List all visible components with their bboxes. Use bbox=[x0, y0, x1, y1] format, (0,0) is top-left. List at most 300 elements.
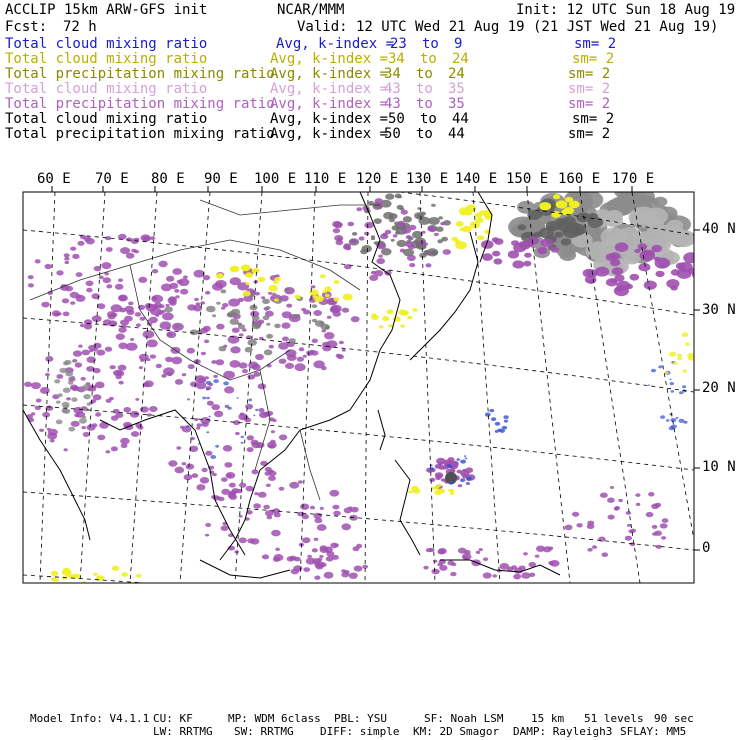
cloud-blue-blob bbox=[503, 415, 508, 419]
meridian-line bbox=[473, 192, 500, 583]
precip-purple-blob bbox=[397, 221, 405, 227]
cloud-gray-blob bbox=[312, 304, 318, 308]
precip-purple-blob bbox=[62, 298, 69, 303]
precip-purple-blob bbox=[45, 356, 53, 362]
cloud-yellow-blob bbox=[334, 297, 340, 301]
precip-purple-blob bbox=[99, 422, 109, 429]
legend-field: Total precipitation mixing ratio bbox=[5, 96, 275, 112]
precip-purple-blob bbox=[492, 574, 497, 577]
precip-purple-blob bbox=[320, 545, 327, 550]
precip-purple-blob bbox=[282, 337, 289, 342]
cloud-yellow-blob bbox=[387, 309, 394, 314]
precip-purple-blob bbox=[70, 247, 76, 251]
precip-purple-blob bbox=[329, 490, 339, 497]
longwave-scheme: LW: RRTMG bbox=[153, 725, 213, 738]
cloud-gray-blob bbox=[368, 201, 374, 205]
legend-to: to bbox=[420, 51, 437, 67]
cloud-gray-blob bbox=[631, 207, 656, 225]
cloud-gray-blob bbox=[206, 306, 216, 313]
cloud-yellow-blob bbox=[664, 371, 668, 374]
precip-purple-blob bbox=[175, 467, 185, 474]
precip-purple-blob bbox=[56, 374, 63, 379]
cloud-blue-blob bbox=[651, 369, 656, 373]
precip-purple-blob bbox=[64, 253, 70, 257]
precip-purple-blob bbox=[245, 404, 253, 410]
precip-purple-blob bbox=[438, 549, 446, 554]
lat-label: 10 N bbox=[702, 459, 736, 475]
cloud-gray-blob bbox=[71, 376, 75, 379]
cloud-blue-blob bbox=[682, 385, 686, 388]
cloud-gray-blob bbox=[374, 218, 382, 224]
precip-purple-blob bbox=[636, 503, 641, 506]
precip-purple-blob bbox=[143, 330, 155, 338]
precip-purple-blob bbox=[239, 333, 244, 336]
precip-purple-blob bbox=[73, 350, 82, 356]
legend-sm: sm= 2 bbox=[574, 36, 617, 52]
cloud-gray-blob bbox=[274, 324, 281, 329]
precip-purple-blob bbox=[269, 345, 274, 349]
cloud-yellow-blob bbox=[112, 566, 120, 571]
cloud-yellow-blob bbox=[252, 268, 260, 273]
precip-purple-blob bbox=[409, 263, 415, 267]
cloud-blue-blob bbox=[465, 458, 468, 460]
cloud-gray-blob bbox=[371, 237, 375, 240]
cloud-blue-blob bbox=[241, 436, 244, 438]
cloud-blue-blob bbox=[223, 381, 229, 385]
cloud-gray-blob bbox=[57, 393, 62, 397]
precip-purple-blob bbox=[344, 507, 352, 513]
cloud-gray-blob bbox=[361, 245, 372, 252]
precip-purple-blob bbox=[380, 234, 388, 240]
precip-purple-blob bbox=[287, 354, 297, 361]
cloud-yellow-blob bbox=[682, 332, 689, 337]
precip-purple-blob bbox=[81, 377, 86, 381]
precip-purple-blob bbox=[265, 510, 274, 516]
precip-purple-blob bbox=[172, 268, 182, 275]
precip-purple-blob bbox=[307, 555, 312, 558]
cloud-gray-blob bbox=[250, 305, 258, 311]
cloud-blue-blob bbox=[485, 413, 491, 417]
precip-purple-blob bbox=[342, 349, 346, 352]
cloud-yellow-blob bbox=[320, 274, 326, 278]
cloud-yellow-blob bbox=[274, 277, 281, 282]
precip-purple-blob bbox=[70, 385, 78, 391]
cloud-gray-blob bbox=[266, 334, 273, 339]
precip-purple-blob bbox=[242, 369, 248, 373]
cloud-blue-blob bbox=[202, 397, 206, 400]
cloud-gray-blob bbox=[65, 371, 73, 377]
parallel-line bbox=[23, 575, 694, 640]
precip-purple-blob bbox=[250, 538, 259, 544]
precip-purple-blob bbox=[670, 285, 678, 290]
cloud-yellow-blob bbox=[371, 315, 379, 320]
cloud-gray-blob bbox=[62, 408, 69, 413]
legend-k2: 44 bbox=[452, 111, 469, 127]
cumulus-scheme: CU: KF bbox=[153, 712, 193, 725]
lon-label: 90 E bbox=[204, 171, 238, 187]
precip-purple-blob bbox=[671, 269, 680, 276]
precip-purple-blob bbox=[266, 484, 271, 487]
legend-k1: 34 bbox=[384, 66, 401, 82]
cloud-blue-blob bbox=[676, 417, 679, 419]
legend-avg: Avg, k-index = bbox=[270, 111, 389, 127]
precip-purple-blob bbox=[118, 365, 127, 371]
cloud-blue-blob bbox=[683, 421, 687, 424]
cloud-yellow-blob bbox=[408, 490, 413, 493]
precip-purple-blob bbox=[630, 274, 640, 281]
cloud-gray-blob bbox=[265, 306, 270, 310]
precip-purple-blob bbox=[182, 373, 186, 376]
cloud-blue-blob bbox=[208, 416, 211, 418]
coastline bbox=[395, 460, 420, 555]
precip-purple-blob bbox=[618, 499, 623, 502]
legend-field: Total precipitation mixing ratio bbox=[5, 126, 275, 142]
cloud-blue-blob bbox=[227, 407, 231, 410]
cloud-blue-blob bbox=[504, 420, 508, 423]
precip-purple-blob bbox=[35, 259, 41, 263]
cloud-yellow-blob bbox=[274, 298, 279, 301]
precip-purple-blob bbox=[378, 255, 383, 258]
precip-purple-blob bbox=[194, 270, 205, 278]
precip-purple-blob bbox=[31, 382, 41, 389]
precip-purple-blob bbox=[137, 426, 143, 430]
legend-k2: 35 bbox=[448, 96, 465, 112]
precip-purple-blob bbox=[75, 362, 82, 367]
precip-purple-blob bbox=[406, 235, 412, 239]
cloud-blue-blob bbox=[670, 418, 676, 422]
precip-purple-blob bbox=[239, 515, 243, 518]
precip-purple-blob bbox=[130, 338, 134, 341]
precip-purple-blob bbox=[177, 280, 183, 284]
legend-avg: Avg, k-index = bbox=[270, 126, 389, 142]
precip-purple-blob bbox=[86, 288, 92, 293]
precip-purple-blob bbox=[324, 332, 334, 339]
cloud-blue-blob bbox=[429, 467, 434, 470]
precip-purple-blob bbox=[333, 228, 340, 233]
lon-label: 150 E bbox=[506, 171, 549, 187]
precip-purple-blob bbox=[625, 536, 632, 541]
precip-purple-blob bbox=[259, 412, 268, 419]
microphysics-scheme: MP: WDM 6class bbox=[228, 712, 321, 725]
legend-k1: 23 bbox=[390, 36, 407, 52]
cloud-blue-blob bbox=[671, 425, 677, 429]
precip-purple-blob bbox=[401, 210, 408, 215]
precip-purple-blob bbox=[86, 281, 94, 287]
lon-label: 170 E bbox=[612, 171, 655, 187]
cloud-yellow-blob bbox=[565, 197, 573, 203]
precip-purple-blob bbox=[54, 313, 60, 317]
legend-to: to bbox=[416, 66, 433, 82]
precip-purple-blob bbox=[140, 317, 146, 321]
cloud-gray-blob bbox=[82, 387, 87, 391]
cloud-gray-blob bbox=[68, 381, 74, 385]
precip-purple-blob bbox=[201, 352, 206, 356]
cloud-blue-blob bbox=[210, 455, 216, 459]
precip-purple-blob bbox=[295, 363, 306, 371]
precip-purple-blob bbox=[126, 343, 138, 351]
precip-purple-blob bbox=[437, 563, 443, 567]
precip-purple-blob bbox=[83, 432, 90, 437]
legend-k2: 35 bbox=[448, 81, 465, 97]
precip-purple-blob bbox=[548, 561, 554, 565]
precip-purple-blob bbox=[341, 523, 351, 530]
cloud-yellow-blob bbox=[477, 235, 484, 240]
precip-purple-blob bbox=[275, 548, 280, 551]
precip-purple-blob bbox=[314, 538, 319, 541]
cloud-yellow-blob bbox=[413, 488, 421, 493]
precip-purple-blob bbox=[128, 302, 133, 306]
precip-purple-blob bbox=[121, 443, 128, 448]
precip-purple-blob bbox=[334, 235, 343, 241]
cloud-yellow-blob bbox=[677, 354, 682, 358]
precip-purple-blob bbox=[342, 308, 349, 313]
precip-purple-blob bbox=[537, 247, 547, 254]
precip-purple-blob bbox=[205, 291, 210, 295]
precip-purple-blob bbox=[313, 310, 322, 316]
precip-purple-blob bbox=[483, 572, 492, 578]
precip-purple-blob bbox=[279, 359, 287, 364]
precip-purple-blob bbox=[421, 231, 425, 234]
precip-purple-blob bbox=[118, 381, 123, 385]
cloud-blue-blob bbox=[669, 379, 671, 381]
precip-purple-blob bbox=[660, 523, 668, 528]
precip-purple-blob bbox=[188, 364, 195, 369]
legend-field: Total precipitation mixing ratio bbox=[5, 66, 275, 82]
precip-purple-blob bbox=[356, 544, 362, 548]
cloud-gray-blob bbox=[397, 240, 407, 247]
precip-purple-blob bbox=[565, 525, 573, 531]
precip-purple-blob bbox=[310, 506, 315, 510]
precip-purple-blob bbox=[118, 295, 126, 301]
lat-label: 20 N bbox=[702, 380, 736, 396]
precip-purple-blob bbox=[652, 532, 657, 536]
precip-purple-blob bbox=[385, 230, 392, 235]
cloud-gray-blob bbox=[247, 339, 257, 346]
cloud-gray-blob bbox=[164, 306, 173, 312]
cloud-gray-blob bbox=[385, 193, 394, 199]
precip-purple-blob bbox=[655, 271, 664, 277]
precip-purple-blob bbox=[99, 276, 104, 280]
precip-purple-blob bbox=[479, 548, 483, 551]
surface-scheme: SF: Noah LSM bbox=[424, 712, 504, 725]
precip-purple-blob bbox=[572, 512, 579, 517]
precip-purple-blob bbox=[139, 354, 149, 361]
precip-purple-blob bbox=[205, 523, 211, 527]
precip-purple-blob bbox=[196, 302, 201, 305]
cloud-yellow-blob bbox=[400, 325, 405, 328]
legend-avg: Avg, k-index = bbox=[270, 66, 389, 82]
precip-purple-blob bbox=[314, 576, 320, 580]
precip-purple-blob bbox=[150, 236, 155, 240]
precip-purple-blob bbox=[306, 558, 316, 565]
lon-label: 140 E bbox=[455, 171, 498, 187]
cloud-gray-blob bbox=[238, 324, 245, 329]
country-border bbox=[200, 200, 380, 215]
precip-purple-blob bbox=[115, 375, 121, 380]
cloud-gray-blob bbox=[403, 216, 412, 222]
cloud-blue-blob bbox=[456, 458, 460, 461]
precip-purple-blob bbox=[535, 555, 540, 558]
precip-purple-blob bbox=[169, 283, 178, 289]
precip-purple-blob bbox=[76, 294, 81, 298]
cloud-gray-blob bbox=[54, 379, 60, 383]
cloud-yellow-blob bbox=[230, 266, 240, 273]
precip-purple-blob bbox=[466, 482, 470, 485]
precip-purple-blob bbox=[354, 566, 363, 572]
cloud-blue-blob bbox=[449, 481, 454, 485]
precip-purple-blob bbox=[494, 258, 503, 264]
precip-purple-blob bbox=[377, 205, 383, 209]
legend-to: to bbox=[416, 96, 433, 112]
cloud-gray-blob bbox=[389, 213, 398, 219]
precip-purple-blob bbox=[258, 492, 267, 498]
cloud-yellow-blob bbox=[343, 294, 353, 301]
precip-purple-blob bbox=[192, 473, 199, 478]
precip-purple-blob bbox=[426, 548, 432, 552]
precip-purple-blob bbox=[103, 277, 111, 283]
precip-purple-blob bbox=[205, 451, 212, 456]
precip-purple-blob bbox=[320, 507, 324, 510]
precip-purple-blob bbox=[630, 542, 635, 546]
precip-purple-blob bbox=[95, 412, 101, 416]
parallel-line bbox=[23, 405, 694, 470]
cloud-blue-blob bbox=[495, 422, 501, 426]
precip-purple-blob bbox=[221, 477, 228, 482]
map-layers bbox=[23, 184, 703, 640]
precip-purple-blob bbox=[333, 511, 341, 516]
precip-purple-blob bbox=[239, 537, 247, 543]
precip-purple-blob bbox=[232, 328, 240, 333]
precip-purple-blob bbox=[464, 550, 470, 555]
lon-label: 130 E bbox=[406, 171, 449, 187]
precip-purple-blob bbox=[162, 312, 174, 320]
precip-purple-blob bbox=[150, 354, 156, 358]
precip-purple-blob bbox=[523, 552, 528, 555]
precip-purple-blob bbox=[239, 362, 248, 368]
precip-purple-blob bbox=[230, 360, 241, 368]
precip-purple-blob bbox=[160, 321, 172, 329]
precip-purple-blob bbox=[165, 357, 173, 363]
precip-purple-blob bbox=[221, 525, 229, 531]
cloud-blue-blob bbox=[460, 460, 466, 464]
cloud-gray-blob bbox=[606, 210, 623, 222]
km-scheme: KM: 2D Smagor bbox=[413, 725, 500, 738]
precip-purple-blob bbox=[602, 552, 609, 557]
legend-to: to bbox=[422, 36, 439, 52]
precip-purple-blob bbox=[618, 285, 626, 290]
coastline bbox=[23, 410, 90, 540]
legend-sm: sm= 2 bbox=[568, 96, 611, 112]
precip-purple-blob bbox=[109, 397, 114, 400]
cloud-yellow-blob bbox=[245, 272, 253, 277]
precip-purple-blob bbox=[235, 432, 240, 435]
precip-purple-blob bbox=[166, 276, 174, 282]
precip-purple-blob bbox=[271, 430, 275, 433]
meridian-line bbox=[40, 192, 55, 583]
precip-purple-blob bbox=[116, 333, 125, 340]
precip-purple-blob bbox=[154, 302, 162, 308]
precip-purple-blob bbox=[483, 557, 488, 561]
precip-purple-blob bbox=[268, 292, 272, 295]
cloud-yellow-blob bbox=[55, 579, 59, 582]
precip-purple-blob bbox=[120, 319, 129, 325]
cloud-blue-blob bbox=[187, 398, 190, 400]
legend-field: Total cloud mixing ratio bbox=[5, 111, 208, 127]
precip-purple-blob bbox=[243, 416, 249, 420]
cloud-yellow-blob bbox=[295, 295, 301, 300]
precip-purple-blob bbox=[194, 298, 199, 301]
precip-purple-blob bbox=[289, 482, 299, 489]
pbl-scheme: PBL: YSU bbox=[334, 712, 387, 725]
precip-purple-blob bbox=[393, 234, 398, 237]
precip-purple-blob bbox=[598, 537, 605, 542]
legend-sm: sm= 2 bbox=[568, 66, 611, 82]
precip-purple-blob bbox=[450, 572, 456, 576]
legend-k1: 43 bbox=[384, 96, 401, 112]
precip-purple-blob bbox=[89, 349, 93, 352]
precip-purple-blob bbox=[297, 357, 304, 362]
precip-purple-blob bbox=[140, 406, 149, 412]
precip-purple-blob bbox=[82, 350, 90, 356]
precip-purple-blob bbox=[317, 558, 322, 562]
precip-purple-blob bbox=[152, 296, 158, 300]
cloud-gray-blob bbox=[212, 314, 216, 317]
precip-purple-blob bbox=[319, 555, 323, 558]
cloud-gray-blob bbox=[63, 388, 71, 393]
precip-purple-blob bbox=[592, 545, 597, 549]
precip-purple-blob bbox=[630, 529, 636, 533]
precip-purple-blob bbox=[285, 363, 294, 369]
lon-label: 110 E bbox=[304, 171, 347, 187]
precip-purple-blob bbox=[31, 412, 35, 415]
cloud-gray-blob bbox=[219, 346, 227, 351]
plot-title: ACCLIP 15km ARW-GFS init bbox=[5, 2, 208, 18]
precip-purple-blob bbox=[149, 406, 158, 412]
precip-purple-blob bbox=[215, 359, 224, 365]
precip-purple-blob bbox=[278, 342, 289, 349]
cloud-gray-blob bbox=[438, 216, 443, 219]
precip-purple-blob bbox=[634, 249, 640, 253]
cloud-yellow-blob bbox=[687, 353, 694, 358]
cloud-blue-blob bbox=[658, 365, 662, 368]
precip-purple-blob bbox=[595, 267, 609, 277]
precip-purple-blob bbox=[78, 241, 85, 246]
cloud-gray-blob bbox=[83, 408, 89, 412]
cloud-blue-blob bbox=[206, 381, 212, 385]
precip-purple-blob bbox=[312, 339, 318, 343]
precip-purple-blob bbox=[513, 574, 521, 580]
precip-purple-blob bbox=[93, 394, 102, 400]
precip-purple-blob bbox=[183, 275, 188, 278]
precip-purple-blob bbox=[262, 554, 269, 559]
precip-purple-blob bbox=[299, 347, 305, 351]
precip-purple-blob bbox=[332, 221, 341, 228]
precip-purple-blob bbox=[111, 446, 118, 451]
cloud-blue-blob bbox=[489, 409, 494, 412]
precip-purple-blob bbox=[327, 316, 332, 319]
init-time: Init: 12 UTC Sun 18 Aug 19 bbox=[516, 2, 736, 18]
forecast-label: Fcst: bbox=[5, 19, 48, 35]
precip-purple-blob bbox=[45, 373, 50, 376]
cloud-gray-blob bbox=[352, 232, 357, 236]
cloud-blue-blob bbox=[255, 409, 258, 411]
cloud-yellow-blob bbox=[388, 324, 393, 327]
precip-purple-blob bbox=[334, 544, 338, 547]
precip-purple-blob bbox=[149, 317, 158, 323]
precip-purple-blob bbox=[106, 284, 112, 288]
cloud-yellow-blob bbox=[93, 573, 98, 576]
precip-purple-blob bbox=[644, 281, 657, 290]
